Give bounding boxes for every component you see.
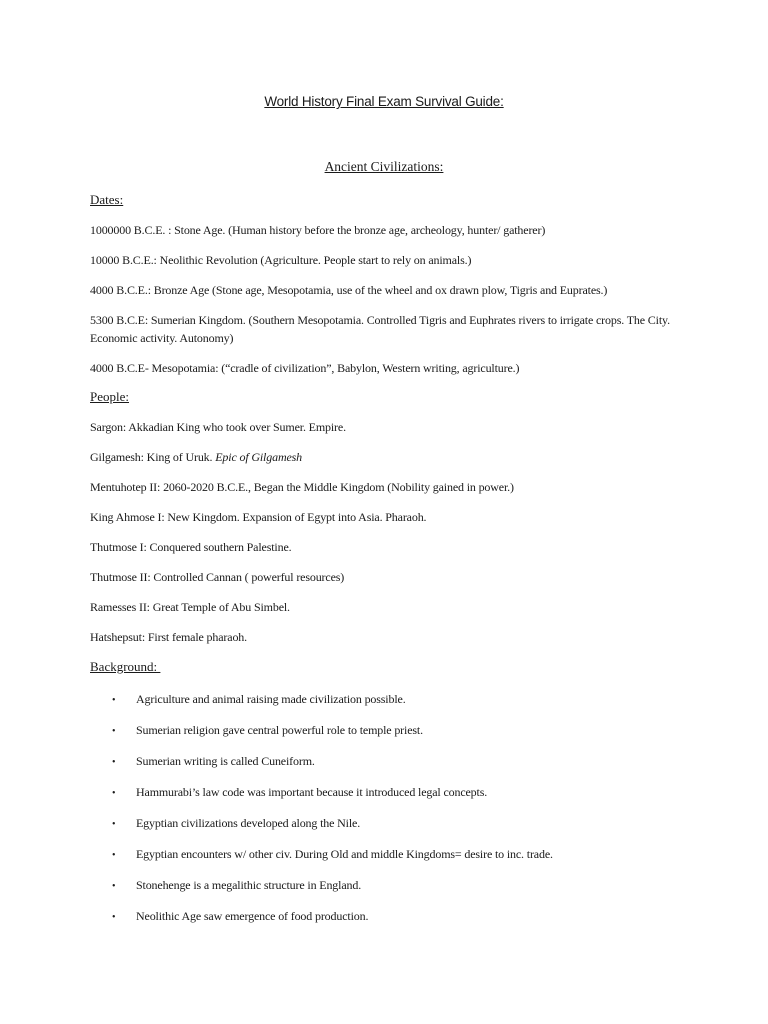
person-item-text: Gilgamesh: King of Uruk. [90, 450, 216, 464]
person-item: Thutmose I: Conquered southern Palestine. [90, 540, 292, 554]
list-item-text: Sumerian writing is called Cuneiform. [136, 754, 315, 768]
bullet-icon: • [112, 726, 116, 737]
list-item-text: Egyptian civilizations developed along the Nile. [136, 816, 361, 830]
list-item [112, 907, 368, 927]
date-item: 5300 B.C.E: Sumerian Kingdom. (Southern Mesopotamia. Controlled Tigris and Euphrates rivers to irrigate crops. The City. Economic activity. Autonomy) [90, 313, 670, 345]
bullet-icon: • [112, 912, 116, 923]
date-item: 4000 B.C.E- Mesopotamia: (“cradle of civilization”, Babylon, Western writing, agriculture.) [90, 361, 520, 375]
list-item-text: Sumerian religion gave central powerful role to temple priest. [136, 723, 423, 737]
list-item [112, 814, 360, 834]
list-item [112, 752, 315, 772]
date-item: 10000 B.C.E.: Neolithic Revolution (Agriculture. People start to rely on animals.) [90, 253, 472, 267]
list-item-text: Hammurabi’s law code was important because it introduced legal concepts. [136, 785, 488, 799]
epic-title: Epic of Gilgamesh [215, 450, 303, 464]
bullet-icon: • [112, 819, 116, 830]
document-title: World History Final Exam Survival Guide: [264, 94, 504, 109]
list-item [112, 690, 406, 710]
list-item-text: Neolithic Age saw emergence of food production. [136, 909, 369, 923]
bullet-icon: • [112, 881, 116, 892]
bullet-icon: • [112, 695, 116, 706]
person-item: Ramesses II: Great Temple of Abu Simbel. [90, 600, 290, 614]
background-heading: Background: [90, 659, 161, 674]
bullet-icon: • [112, 788, 116, 799]
list-item [112, 845, 553, 865]
person-item: Thutmose II: Controlled Cannan ( powerful resources) [90, 570, 345, 584]
person-item: Sargon: Akkadian King who took over Sumer. Empire. [90, 420, 346, 434]
list-item [112, 721, 423, 741]
list-item-text: Agriculture and animal raising made civilization possible. [136, 692, 406, 706]
dates-heading: Dates: [90, 192, 124, 207]
people-heading: People: [90, 389, 129, 404]
section-title-ancient-civilizations: Ancient Civilizations: [324, 159, 444, 174]
bullet-icon: • [112, 850, 116, 861]
list-item [112, 876, 361, 896]
date-item: 1000000 B.C.E. : Stone Age. (Human history before the bronze age, archeology, hunter/ gatherer) [90, 223, 546, 237]
date-item: 4000 B.C.E.: Bronze Age (Stone age, Mesopotamia, use of the wheel and ox drawn plow, Tigris and Euprates.) [90, 283, 608, 297]
person-item: Mentuhotep II: 2060-2020 B.C.E., Began the Middle Kingdom (Nobility gained in power.) [90, 480, 514, 494]
bullet-icon: • [112, 757, 116, 768]
person-item: King Ahmose I: New Kingdom. Expansion of Egypt into Asia. Pharaoh. [90, 510, 427, 524]
list-item [112, 783, 487, 803]
person-item: Hatshepsut: First female pharaoh. [90, 630, 248, 644]
list-item-text: Egyptian encounters w/ other civ. During Old and middle Kingdoms= desire to inc. trade. [136, 847, 553, 861]
list-item-text: Stonehenge is a megalithic structure in England. [136, 878, 362, 892]
person-item [90, 448, 690, 466]
